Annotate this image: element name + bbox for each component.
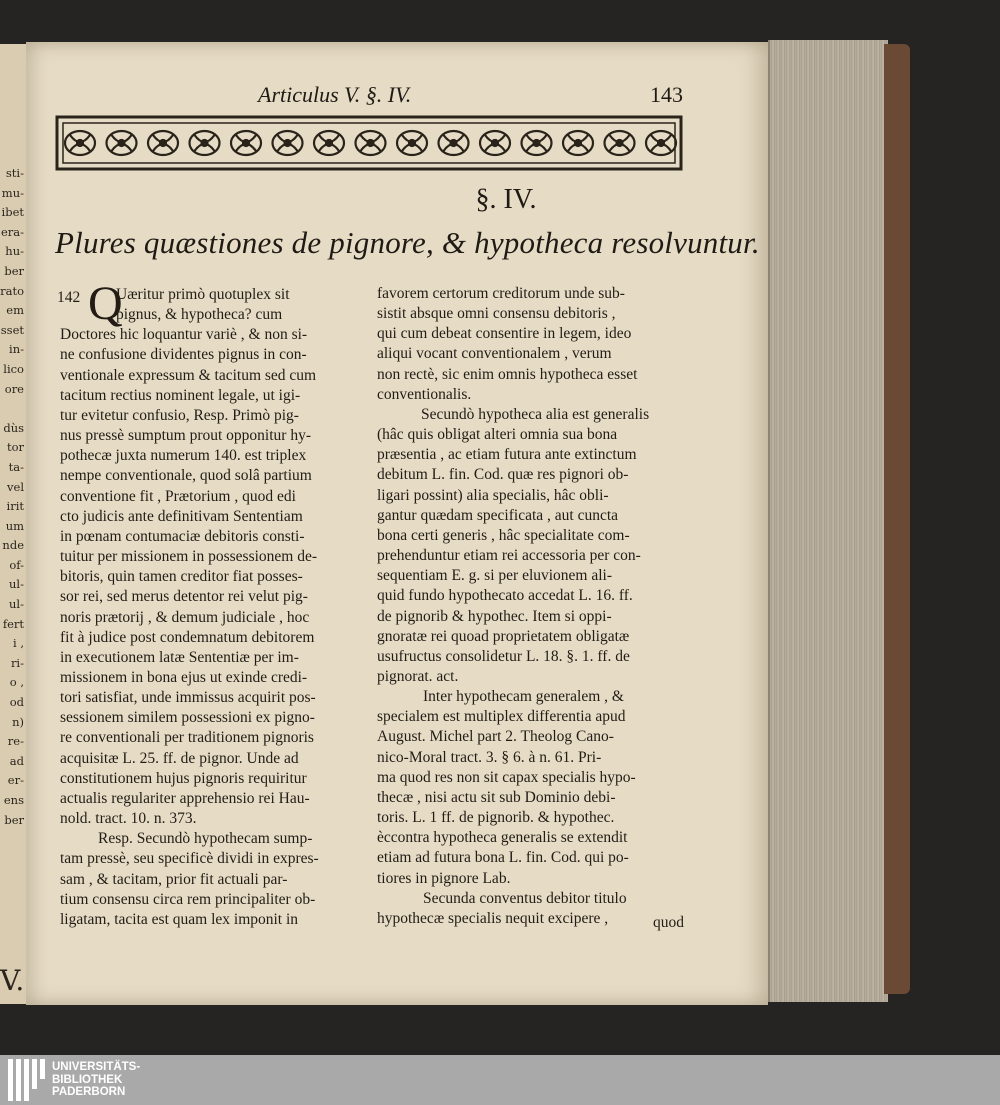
left-column-line: tori satisfiat, unde immissus acquirit pos-	[60, 689, 316, 707]
right-column-line: non rectè, sic enim omnis hypotheca esset	[377, 365, 638, 383]
left-page-fragment: dùs	[3, 420, 24, 435]
left-page-fragment: ri-	[10, 655, 24, 670]
left-column-line: nus pressè sumptum prout opponitur hy-	[60, 427, 311, 445]
right-column-line: etiam ad futura bona L. fin. Cod. qui po-	[377, 849, 629, 867]
ornament-dot	[451, 140, 457, 146]
left-page-fragment: ore	[4, 381, 24, 396]
right-column-line: gnoratæ rei quoad proprietatem obligatæ	[377, 627, 630, 645]
left-page-fragment: er-	[7, 773, 24, 788]
drop-cap: Q	[88, 277, 123, 330]
left-page-fragment: ul-	[9, 577, 24, 592]
left-column-line: missionem in bona ejus ut exinde credi-	[60, 668, 308, 686]
left-column-line: ventionale expressum & tacitum sed cum	[60, 366, 317, 384]
left-page-fragments	[0, 164, 24, 830]
right-column-line: nico-Moral tract. 3. § 6. à n. 61. Pri-	[377, 748, 602, 766]
library-logo-icon	[8, 1059, 46, 1101]
right-column-line: èccontra hypotheca generalis se extendit	[377, 829, 628, 847]
right-column-line: prehenduntur etiam rei accessoria per con-	[377, 547, 641, 565]
left-page-fragment: ta-	[8, 459, 24, 474]
page-block-edges	[768, 40, 888, 1002]
left-page-fragment: ens	[3, 793, 24, 807]
left-column-line: pothecæ juxta numerum 140. est triplex	[60, 447, 307, 465]
ornament-dot	[575, 140, 581, 146]
right-column-line: de pignorib & hypothec. Item si oppi-	[377, 607, 612, 625]
left-page-fragment: ber	[4, 812, 24, 827]
right-column-line: qui cum debeat consentire in legem, ideo	[377, 325, 632, 343]
paragraph-number: 142	[57, 289, 81, 306]
catchword: quod	[653, 914, 684, 931]
right-column-line: sistit absque omni consensu debitoris ,	[377, 305, 616, 323]
right-column-line: bona certi generis , hâc specialitate com-	[377, 526, 630, 544]
right-column-line: aliqui vocant conventionalem , verum	[377, 345, 612, 363]
ornament-dot	[368, 140, 374, 146]
library-name-line2: BIBLIOTHEK	[52, 1073, 123, 1086]
section-title: §. IV.	[475, 184, 537, 215]
section-heading: Plures quæstiones de pignore, & hypotheca resolvuntur.	[55, 225, 760, 260]
left-column-line: nempe conventionale, quod solâ partium	[60, 467, 312, 485]
library-name-line3: PADERBORN	[52, 1086, 126, 1098]
left-column-line: ne confusione dividentes pignus in con-	[60, 346, 307, 364]
left-column-line: actualis regulariter apprehensio rei Hau-	[60, 789, 310, 807]
left-column-line: tium consensu circa rem principaliter ob-	[60, 890, 316, 908]
right-column-line: favorem certorum creditorum unde sub-	[377, 285, 625, 302]
left-page-fragment: ad	[9, 753, 24, 768]
ornament-dot	[409, 140, 415, 146]
right-column-line: Secundò hypotheca alia est generalis	[421, 405, 650, 423]
book-cover	[884, 44, 910, 994]
left-page-fragment: em	[6, 303, 24, 318]
left-page-bottom-letter: V.	[0, 964, 25, 997]
right-column-line: thecæ , nisi actu sit sub Dominio debi-	[377, 788, 616, 806]
left-column-line: fit à judice post condemnatum debitorem	[60, 628, 315, 646]
left-page-fragment: od	[9, 695, 24, 710]
left-page-fragment: of-	[9, 557, 24, 572]
left-column-line: nold. tract. 10. n. 373.	[60, 810, 197, 828]
left-page-fragment: rato	[0, 283, 24, 298]
ornament-dot	[534, 140, 540, 146]
left-column-line: conventione fit , Prætorium , quod edi	[60, 487, 296, 505]
right-column-line: Secunda conventus debitor titulo	[423, 889, 627, 907]
right-column-line: hypothecæ specialis nequit excipere ,	[377, 909, 609, 927]
left-page-fragment: fert	[2, 616, 24, 631]
ornament-dot	[285, 140, 291, 146]
left-column-line: sessionem similem possessioni ex pigno-	[60, 709, 315, 727]
left-page-fragment: ul-	[9, 597, 24, 612]
right-column-line: debitum L. fin. Cod. quæ res pignori ob-	[377, 466, 629, 484]
left-page-fragment: nde	[2, 538, 24, 553]
right-column-line: præsentia , ac etiam futura ante extinctum	[377, 446, 637, 464]
right-column-line: pignorat. act.	[377, 667, 459, 685]
left-page-fragment: um	[5, 518, 24, 533]
left-column-line: noris prætorij , & demum judiciale , hoc	[60, 608, 310, 626]
ornament-dot	[326, 140, 332, 146]
left-page-fragment: lico	[3, 361, 24, 376]
left-page-fragment: o ,	[9, 675, 24, 690]
left-column-line: cto judicis ante definitivam Sententiam	[60, 507, 303, 525]
right-column-line: tiores in pignore Lab.	[377, 869, 511, 887]
left-column-line: tur evitetur confusio, Resp. Primò pig-	[60, 406, 299, 424]
ornament-dot	[617, 140, 623, 146]
ornament-dot	[492, 140, 498, 146]
right-column-line: usufructus consolidetur L. 18. §. 1. ff. de	[377, 647, 630, 665]
left-page-fragment: in-	[9, 342, 24, 357]
left-page-fragment: n)	[12, 714, 24, 729]
right-column-line: ligari possint) alia specialis, hâc obli-	[377, 486, 609, 504]
ornament-dot	[160, 140, 166, 146]
left-column-line: Resp. Secundò hypothecam sump-	[98, 830, 313, 848]
left-page-fragment: sti-	[5, 166, 24, 180]
left-column-line: tuitur per missionem in possessionem de-	[60, 548, 318, 566]
right-column-line: conventionalis.	[377, 385, 472, 403]
left-column-line: pignus, & hypotheca? cum	[116, 306, 283, 324]
left-page-fragment: tor	[6, 440, 24, 455]
left-page-fragment: hu-	[5, 244, 24, 259]
left-column-line: tam pressè, seu specificè dividi in expres-	[60, 850, 319, 868]
right-column-line: ma quod res non sit capax specialis hypo-	[377, 768, 636, 786]
ornament-band	[55, 113, 683, 173]
left-page-fragment: irit	[6, 499, 24, 514]
left-column-line: sor rei, sed merus detentor rei velut pig-	[60, 588, 308, 606]
left-page-fragment: ber	[4, 263, 24, 278]
ornament-dot	[119, 140, 125, 146]
ornament-dot	[202, 140, 208, 146]
left-column-line: in executionem latæ Sententiæ per im-	[60, 648, 299, 666]
left-column-line: re conventionali per traditionem pignoris	[60, 729, 314, 747]
ornament-dot	[77, 140, 83, 146]
left-column-line: Uæritur primò quotuplex sit	[116, 286, 290, 303]
right-column-line: Inter hypothecam generalem , &	[423, 688, 624, 706]
page-number: 143	[650, 82, 683, 107]
left-column-line: sam , & tacitam, prior fit actuali par-	[60, 870, 288, 888]
left-page-fragment: i ,	[13, 636, 24, 651]
right-column-line: (hâc quis obligat alteri omnia sua bona	[377, 426, 618, 444]
left-column-line: Doctores hic loquantur variè , & non si-	[60, 326, 308, 344]
ornament-dot	[658, 140, 664, 146]
library-name	[52, 1061, 140, 1099]
right-column-text	[377, 284, 692, 929]
library-name-line1: UNIVERSITÄTS-	[52, 1061, 141, 1073]
right-column-line: August. Michel part 2. Theolog Cano-	[377, 728, 614, 746]
left-page-fragment: vel	[7, 479, 24, 494]
left-column-line: bitoris, quin tamen creditor fiat posses-	[60, 568, 303, 586]
right-column-line: gantur quædam specificata , aut cuncta	[377, 506, 619, 524]
left-column-text	[60, 285, 365, 930]
left-page-fragment: mu-	[1, 185, 24, 200]
right-column-line: quid fundo hypothecato accedat L. 16. ff.	[377, 587, 633, 605]
right-column-line: specialem est multiplex differentia apud	[377, 708, 626, 726]
library-footer	[0, 1055, 1000, 1105]
running-head: Articulus V. §. IV.	[258, 82, 412, 107]
left-page-fragment: sset	[0, 322, 24, 337]
left-page-fragment: re-	[7, 734, 24, 749]
left-column-line: acquisitæ L. 25. ff. de pignor. Unde ad	[60, 749, 299, 767]
right-column-line: sequentiam E. g. si per eluvionem ali-	[377, 567, 613, 585]
left-page-fragment: ibet	[1, 205, 24, 220]
left-column-line: ligatam, tacita est quam lex imponit in	[60, 910, 299, 928]
left-column-line: tacitum rectius nominent legale, ut igi-	[60, 386, 301, 404]
left-page-fragment: era-	[0, 224, 24, 239]
right-column-line: toris. L. 1 ff. de pignorib. & hypothec.	[377, 809, 615, 827]
left-column-line: in pœnam contumaciæ debitoris consti-	[60, 527, 305, 545]
left-column-line: constitutionem hujus pignoris requiritur	[60, 769, 307, 787]
ornament-dot	[243, 140, 249, 146]
left-page-fragment	[0, 399, 24, 419]
